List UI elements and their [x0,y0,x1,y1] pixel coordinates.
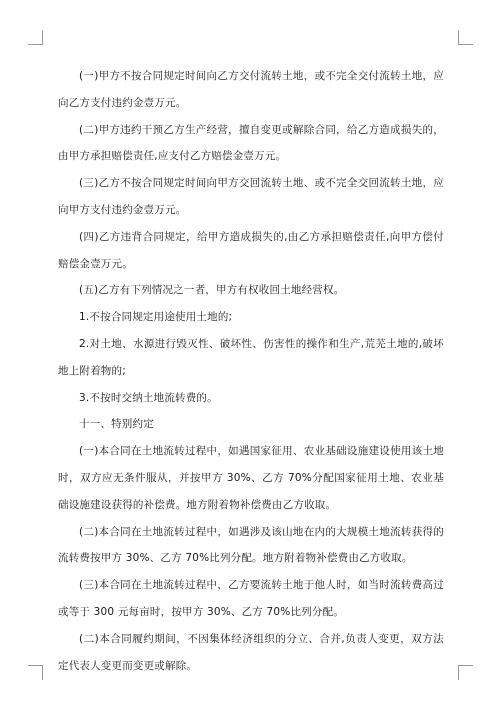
special-clause-4: (二)本合同履约期间，不因集体经济组织的分立、合并,负责人变更，双方法定代表人变更而变更或解除。 [58,632,444,672]
document-body [58,63,444,679]
crop-mark-top-right [458,30,473,45]
crop-mark-bottom-right [458,665,473,680]
clause-5-paragraph: (五)乙方有下列情况之一者，甲方有权收回土地经营权。 [79,284,345,297]
list-item-3: 3.不按时交纳土地流转费的。 [79,391,218,404]
list-item-2: 2.对土地、水源进行毁灭性、破坏性、伤害性的操作和生产,荒芜土地的,破坏地上附着物的; [58,337,444,377]
crop-mark-bottom-left [28,665,43,680]
special-clause-3: (三)本合同在土地流转过程中，乙方要流转土地于他人时，如当时流转费高过或等于 300 元每亩时，按甲方 30%、乙方 70%比列分配。 [58,579,444,618]
list-item-1: 1.不按合同规定用途使用土地的; [79,311,233,324]
clause-4-paragraph: (四)乙方违背合同规定，给甲方造成损失的,由乙方承担赔偿责任,向甲方偿付赔偿金壹万元。 [58,230,444,270]
clause-3-paragraph: (三)乙方不按合同规定时间向甲方交回流转土地、或不完全交回流转土地，应向甲方支付违约金壹万元。 [58,177,444,216]
clause-2-paragraph: (二)甲方违约干预乙方生产经营，擅自变更或解除合同，给乙方造成损失的，由甲方承担赔偿责任,应支付乙方赔偿金壹万元。 [58,123,444,163]
crop-mark-top-left [28,30,43,45]
section-heading: 十一、特别约定 [79,418,154,431]
clause-1-paragraph: (一)甲方不按合同规定时间向乙方交付流转土地，或不完全交付流转土地，应向乙方支付违约金壹万元。 [58,70,444,109]
special-clause-2: (二)本合同在土地流转过程中，如遇涉及该山地在内的大规模土地流转获得的流转费按甲方 30%、乙方 70%比列分配。地方附着物补偿费由乙方收取。 [58,525,444,565]
special-clause-1: (一)本合同在土地流转过程中，如遇国家征用、农业基础设施建设使用该土地时，双方应无条件服从，并按甲方 30%、乙方 70%分配国家征用土地、农业基础设施建设获得的补偿费。地方附着物补偿费由乙方收取。 [58,445,444,511]
